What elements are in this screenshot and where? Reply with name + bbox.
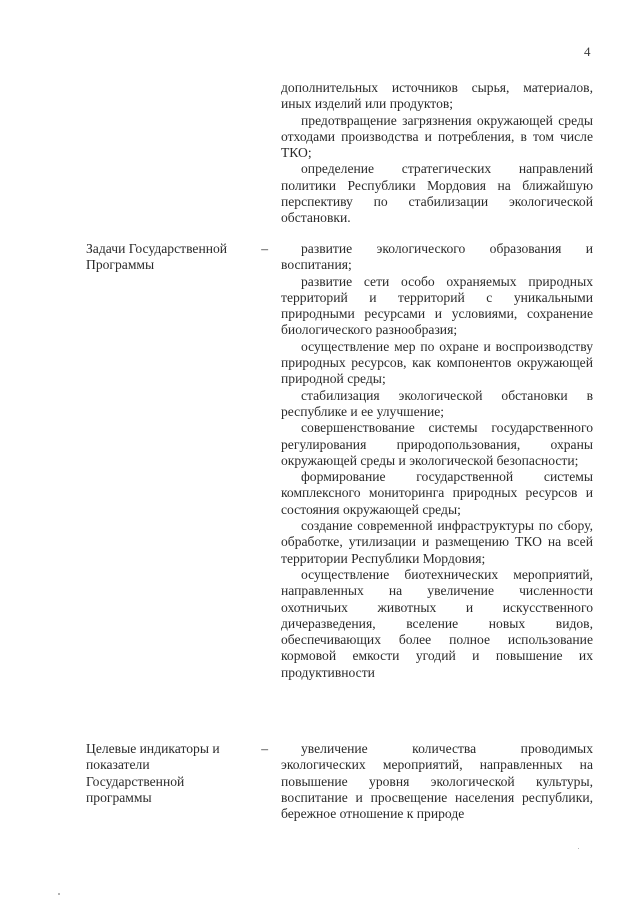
task-paragraph: формирование государственной системы комплексного мониторинга природных ресурсов и состояния окружающей среды; [281, 469, 593, 517]
indicators-content [281, 741, 593, 822]
indicators-label-text: Целевые индикаторы и [86, 741, 220, 756]
tasks-content [281, 241, 593, 681]
goal-paragraph: определение стратегических направлений политики Республики Мордовия на ближайшую перспективу по стабилизации экологической обстановки. [281, 161, 593, 226]
goal-paragraph: дополнительных источников сырья, материалов, иных изделий или продуктов; [281, 80, 593, 112]
tasks-label-dash: – [261, 241, 268, 256]
indicator-paragraph: увеличение количества проводимых экологических мероприятий, направленных на повышение уровня экологической культуры, воспитание и просвещение населения республики, бережное отношение к природе [281, 741, 593, 822]
tasks-label [86, 241, 268, 274]
task-paragraph: осуществление биотехнических мероприятий, направленных на увеличение численности охотничьих животных и искусственного дичеразведения, вселение новых видов, обеспечивающих более полное использование кормовой емкости угодий и повышение их продуктивности [281, 566, 593, 680]
indicators-label-text-line3: Государственной [86, 773, 185, 789]
indicators-label-text-line4: программы [86, 789, 152, 805]
task-paragraph: создание современной инфраструктуры по сбору, обработке, утилизации и размещению ТКО на всей территории Республики Мордовия; [281, 518, 593, 566]
task-paragraph: осуществление мер по охране и воспроизводству природных ресурсов, как компонентов окружающей природной среды; [281, 338, 593, 387]
tasks-label-text-line2: Программы [86, 257, 155, 273]
task-paragraph: стабилизация экологической обстановки в республике и ее улучшение; [281, 387, 593, 419]
goal-paragraph: предотвращение загрязнения окружающей среды отходами производства и потребления, в том числе ТКО; [281, 112, 593, 161]
tasks-label-text: Задачи Государственной [86, 241, 228, 256]
task-paragraph: развитие сети особо охраняемых природных территорий и территорий с уникальными природными ресурсами и условиями, сохранение биологического разнообразия; [281, 273, 593, 338]
task-paragraph: развитие экологического образования и воспитания; [281, 241, 593, 273]
page-number: 4 [584, 44, 591, 59]
indicators-label [86, 741, 268, 806]
goals-continuation [281, 80, 593, 227]
indicators-label-dash: – [261, 741, 268, 756]
indicators-label-text-line2: показатели [86, 757, 150, 773]
scan-speck [58, 893, 60, 895]
scan-speck [578, 848, 579, 849]
task-paragraph: совершенствование системы государственного регулирования природопользования, охраны окружающей среды и экологической безопасности; [281, 420, 593, 468]
